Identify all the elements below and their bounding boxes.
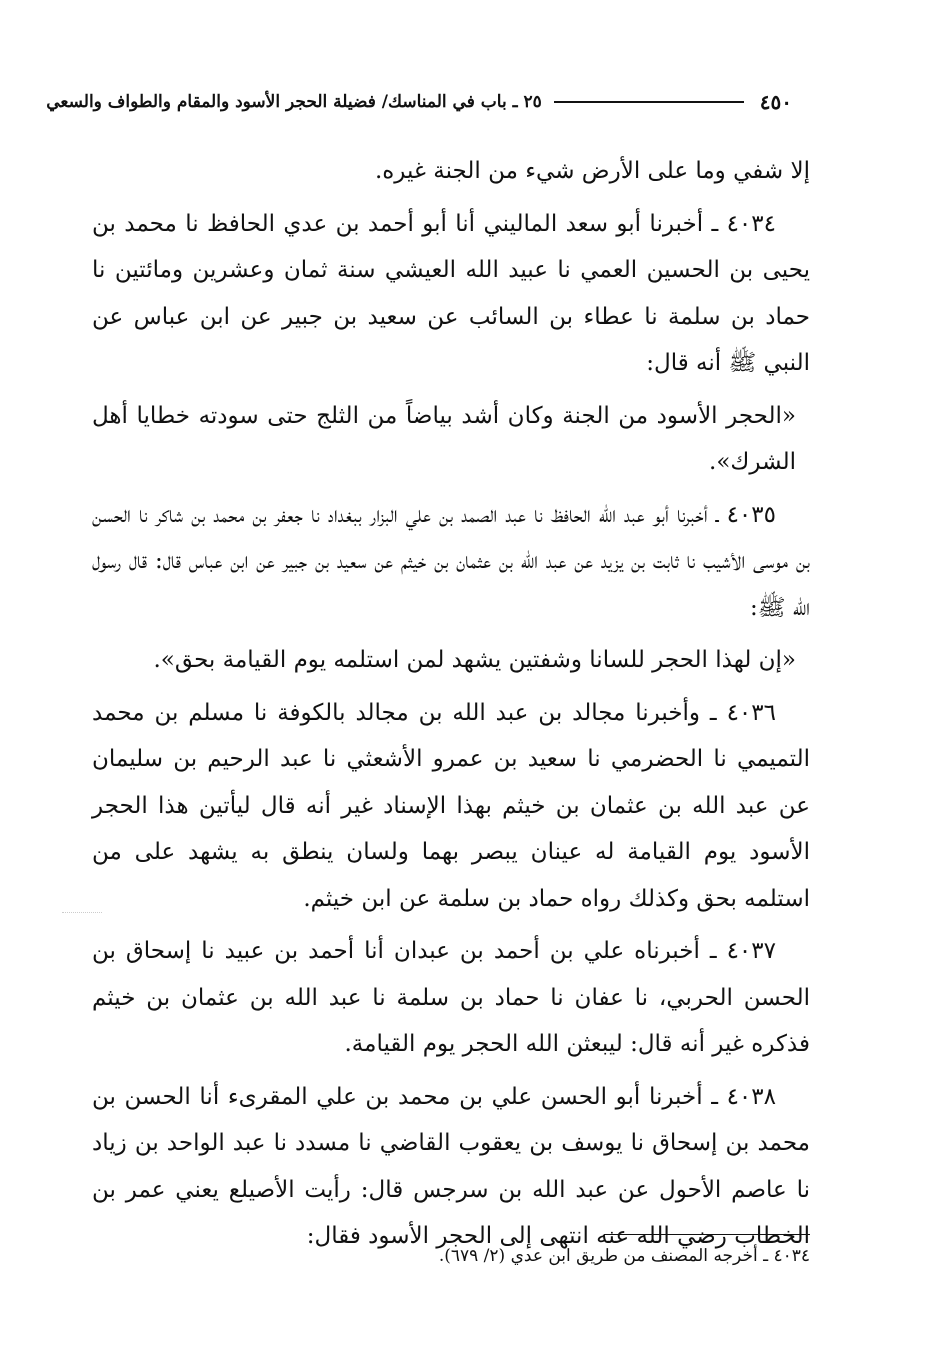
hadith-entry-4034: ٤٠٣٤ ـ أخبرنا أبو سعد الماليني أنا أبو أحمد بن عدي الحافظ نا محمد بن يحيى بن الحسين العمي نا عبيد الله العيشي سنة ثمان وعشرين ومائتين نا حماد بن سلمة نا عطاء بن السائب عن سعيد بن جبير عن ابن عباس عن النبي ﷺ أنه قال: <box>92 210 810 376</box>
hadith-entry-4036: ٤٠٣٦ ـ وأخبرنا مجالد بن عبد الله بن مجالد بالكوفة نا مسلم بن محمد التميمي نا الحضرمي نا سعيد بن عمرو الأشعثي نا عبد الرحيم بن سليمان عن عبد الله بن عثمان بن خيثم بهذا الإسناد غير أنه قال ليأتين هذا الحجر الأسود يوم القيامة له عينان يبصر بهما ولسان ينطق به يشهد على من استلمه بحق وكذلك رواه حماد بن سلمة عن ابن خيثم. <box>92 699 810 912</box>
page-header <box>46 84 792 120</box>
hadith-entry-4035: ٤٠٣٥ ـ أخبرنا أبو عبد الله الحافظ نا عبد الصمد بن علي البزار ببغداد نا جعفر بن محمد بن شاكر نا الحسن بن موسى الأشيب نا ثابت بن يزيد عن عبد الله بن عثمان بن خيثم عن سعيد بن جبير عن ابن عباس قال: قال رسول الله ﷺ: <box>92 501 810 621</box>
main-text <box>92 148 810 1266</box>
hadith-quote: «الحجر الأسود من الجنة وكان أشد بياضاً من الثلج حتى سودته خطايا أهل الشرك». <box>92 402 796 475</box>
page-number: ٤٥٠ <box>759 90 792 114</box>
hadith-quote: «إن لهذا الحجر للسانا وشفتين يشهد لمن استلمه يوم القيامة بحق». <box>153 647 796 673</box>
footnote-rule <box>604 1234 810 1235</box>
paragraph-continuation: إلا شفي وما على الأرض شيء من الجنة غيره. <box>374 158 810 184</box>
hadith-entry-4038: ٤٠٣٨ ـ أخبرنا أبو الحسن علي بن محمد بن علي المقرىء أنا الحسن بن محمد بن إسحاق نا يوسف بن يعقوب القاضي نا مسدد نا عبد الواحد بن زياد نا عاصم الأحول عن عبد الله بن سرجس قال: رأيت الأصيلع يعني عمر بن الخطاب رضي الله عنه انتهى إلى الحجر الأسود فقال: <box>92 1083 810 1249</box>
scan-edge-mark <box>62 912 102 913</box>
footnote: ٤٠٣٤ ـ أخرجه المصنف من طريق ابن عدي (٢/ ٦٧٩). <box>438 1246 810 1266</box>
hadith-entry-4037: ٤٠٣٧ ـ أخبرناه علي بن أحمد بن عبدان أنا أحمد بن عبيد نا إسحاق بن الحسن الحربي، نا عفان نا حماد بن سلمة نا عبد الله بن عثمان بن خيثم فذكره غير أنه قال: ليبعثن الله الحجر يوم القيامة. <box>92 938 810 1057</box>
running-title: ٢٥ ـ باب في المناسك/ فضيلة الحجر الأسود والمقام والطواف والسعي <box>46 92 542 112</box>
header-rule <box>554 101 744 103</box>
